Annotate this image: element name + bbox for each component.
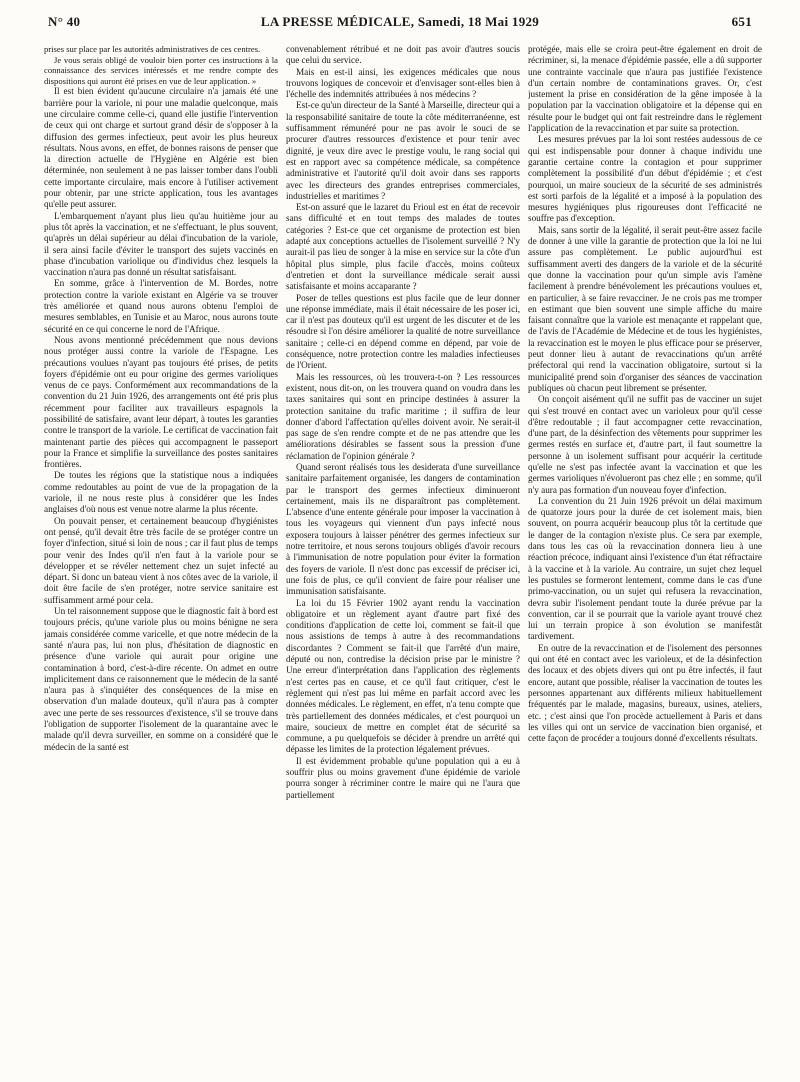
paragraph: En outre de la revaccination et de l'isolement des personnes qui ont été en contact avec les varioleux, et de la désinfection des locaux et des objets divers qui ont pu être infectés, il faut encore, autant que possible, réaliser la vaccination de toutes les personnes appartenant aux différents milieux habituellement fréquentés par le malade, magasins, bureaux, usines, ateliers, etc. ; c'est ainsi que l'on procède actuellement à Paris et dans les villes qui ont un service de vaccination bien organisé, et cette façon de procéder a toujours donné d'excellents résultats. bbox=[528, 642, 762, 744]
issue-number: N° 40 bbox=[48, 14, 81, 29]
paragraph: convenablement rétribué et ne doit pas avoir d'autres soucis que celui du service. bbox=[286, 44, 520, 66]
paragraph: Poser de telles questions est plus facile que de leur donner une réponse immédiate, mais il était nécessaire de les poser ici, car il n'est pas douteux qu'il est urgent de les discuter et de les résoudre si l'on désire améliorer la qualité de notre surveillance sanitaire ; celle-ci en dépend comme en dépend, par voie de conséquence, notre protection contre les maladies infectieuses de l'Orient. bbox=[286, 292, 520, 371]
text-columns bbox=[44, 44, 762, 1078]
paragraph: protégée, mais elle se croira peut-être également en droit de récriminer, si, la menace d'épidémie passée, elle a dû supporter une contrainte vaccinale que n'aura pas justifiée l'existence d'un certain nombre de contaminations graves. Or, c'est justement la prise en considération de la gêne imposée à la population par la vaccination obligatoire et la dépense qui en résulte pour le budget qui ont fait restreindre dans le règlement l'application de la revaccination et par suite sa protection. bbox=[528, 44, 762, 134]
paragraph: Mais en est-il ainsi, les exigences médicales que nous trouvons logiques de concevoir et d'envisager sont-elles bien à l'échelle des indemnités attribuées à nos médecins ? bbox=[286, 66, 520, 100]
paragraph: Mais, sans sortir de la légalité, il serait peut-être assez facile de donner à une ville la garantie de protection que la loi ne lui assure pas complètement. Le public aujourd'hui est suffisamment averti des dangers de la variole et de la sécurité que donne la vaccination pour qu'un simple avis l'amène facilement à prendre bénévolement les précautions voulues et, en particulier, à se faire revacciner. Je ne crois pas me tromper en estimant que bien souvent une simple affiche du maire faisant connaître que la variole est menaçante et rappelant que, de l'avis de l'Académie de Médecine et de tous les hygiénistes, la revaccination est le moyen le plus efficace pour se préserver, peut donner lieu à autant de revaccinations qu'un arrêté préfectoral qui rend la vaccination obligatoire, surtout si la municipalité prend soin d'organiser des séances de vaccination publiques où chacun peut librement se présenter. bbox=[528, 224, 762, 393]
paragraph: Il est évidemment probable qu'une population qui a eu à souffrir plus ou moins gravement d'une épidémie de variole pourra songer à récriminer contre le maire qui ne l'aura que partiellement bbox=[286, 755, 520, 800]
paragraph: Un tel raisonnement suppose que le diagnostic fait à bord est toujours précis, qu'une variole plus ou moins bénigne ne sera jamais considérée comme varicelle, et que notre médecin de la santé n'aura pas, lui non plus, d'hésitation de diagnostic en présence d'une variole qui aurait pour origine une contamination à bord, c'est-à-dire récente. On admet en outre implicitement dans ce raisonnement que le médecin de la santé n'aura pas à s'inquiéter des conséquences de la mise en observation d'un malade douteux, qu'il n'aura pas à compter avec une perte de ses ressources d'existence, s'il se trouve dans l'obligation de supporter l'isolement de la quarantaine avec le malade qu'il devra surveiller, en somme on a considéré que le médecin de la santé est bbox=[44, 606, 278, 752]
paragraph: Quand seront réalisés tous les desiderata d'une surveillance sanitaire parfaitement organisée, les dangers de contamination par le transport des germes infectieux diminueront certainement, mais ils ne disparaîtront pas complètement. L'absence d'une entente générale pour imposer la vaccination à tous les voyageurs qui viennent d'un pays infecté nous exposera toujours à laisser pénétrer des germes infectieux sur notre territoire, et nous serons toujours obligés d'avoir recours à l'immunisation de notre population pour éviter la formation des foyers de variole. Il n'est donc pas excessif de préciser ici, une fois de plus, ce qu'il convient de faire pour réaliser une immunisation satisfaisante. bbox=[286, 461, 520, 597]
page-number: 651 bbox=[731, 14, 752, 29]
paragraph: Nous avons mentionné précédemment que nous devions nous protéger aussi contre la variole de l'Espagne. Les précautions voulues n'ayant pas toujours été prises, de petits foyers d'épidémie ont eu pour origine des germes varioliques venus de ce pays. Conformément aux recommandations de la convention du 21 Juin 1926, des arrangements ont été pris plus récemment pour faciliter aux travailleurs espagnols la possibilité de satisfaire, avant leur départ, à toutes les garanties contre le transport de la variole. Le certificat de vaccination fait maintenant partie des pièces qui accompagnent le passeport pour la France et simplifie la surveillance des postes sanitaires frontières. bbox=[44, 334, 278, 470]
paragraph: On conçoit aisément qu'il ne suffit pas de vacciner un sujet qui s'est trouvé en contact avec un varioleux pour qu'il cesse d'être redoutable ; il faut accompagner cette revaccination, d'une part, de la désinfection des vêtements pour supprimer les germes restés en surface et, d'autre part, il faut soumettre la personne à un isolement suffisant pour acquérir la certitude qu'elle ne s'est pas infectée avant la vaccination et que les germes varioliques n'évolueront pas chez elle ; en somme, qu'il n'y aura pas formation d'un nouveau foyer d'infection. bbox=[528, 394, 762, 495]
paragraph: La convention du 21 Juin 1926 prévoit un délai maximum de quatorze jours pour la durée de cet isolement mais, bien souvent, on pourra acquérir beaucoup plus tôt la certitude que le danger de la contagion n'existe plus. Ce sera par exemple, dans tous les cas où la revaccination donnera lieu à une réaction précoce, indiquant ainsi l'existence d'un état réfractaire à la vaccine et à la variole. Au contraire, un sujet chez lequel les pustules se formeront lentement, comme dans le cas d'une primo-vaccination, ou un sujet qui refusera la revaccination, devra subir l'isolement pendant toute la durée prévue par la convention, car il se pourrait que la variole ayant trouvé chez lui un terrain propice à son évolution se manifestât tardivement. bbox=[528, 495, 762, 642]
paragraph: On pouvait penser, et certainement beaucoup d'hygiénistes ont pensé, qu'il devait être très facile de se protéger contre un foyer d'infection, situé si loin de nous ; car il faut plus de temps pour venir des Indes qu'il n'en faut à la variole pour se développer et se révéler nettement chez un sujet infecté au départ. Si donc un bateau vient à nos côtes avec de la variole, il doit être facile de s'en protéger, notre service sanitaire est suffisamment armé pour cela. bbox=[44, 515, 278, 605]
paragraph: De toutes les régions que la statistique nous a indiquées comme redoutables au point de vue de la propagation de la variole, il ne nous reste plus à considérer que les Indes anglaises d'où nous est venue notre alarme la plus récente. bbox=[44, 470, 278, 515]
paragraph: Est-ce qu'un directeur de la Santé à Marseille, directeur qui a la responsabilité sanitaire de toute la côte méditerranéenne, est suffisamment rémunéré pour ne pas avoir le souci de se procurer d'autres ressources d'existence et pour tenir avec dignité, je veux dire avec le prestige voulu, le rang social qui est en rapport avec sa compétence médicale, sa compétence administrative et l'autorité qu'il doit avoir dans ses rapports avec les directeurs des grandes entreprises commerciales, industrielles et maritimes ? bbox=[286, 100, 520, 201]
column-right bbox=[528, 44, 762, 1078]
paragraph: En somme, grâce à l'intervention de M. Bordes, notre protection contre la variole existant en Algérie va se trouver très améliorée et quand nous aurons obtenu l'emploi de mesures semblables, en Tunisie et au Maroc, nous aurons toute sécurité en ce qui concerne le nord de l'Afrique. bbox=[44, 278, 278, 334]
paragraph: Je vous serais obligé de vouloir bien porter ces instructions à la connaissance des services intéressés et me rendre compte des dispositions qui auront été prises en vue de leur application. » bbox=[44, 54, 278, 86]
paragraph: Est-on assuré que le lazaret du Frioul est en état de recevoir sans difficulté et en tout temps des malades de toutes catégories ? Est-ce que cet organisme de protection est bien adapté aux conceptions actuelles de l'isolement surveillé ? N'y aurait-il pas lieu de songer à la mise en service sur la côte d'un hôpital plus simple, plus facile d'accès, moins coûteux d'entretien et dont la surveillance médicale serait aussi satisfaisante et moins accaparante ? bbox=[286, 202, 520, 292]
paragraph: Mais les ressources, où les trouvera-t-on ? Les ressources existent, nous dit-on, on les trouvera quand on voudra dans les taxes sanitaires qui sont en principe destinées à assurer la protection sanitaine du trafic maritime ; il suffira de leur donner d'abord l'affectation qu'elles doivent avoir. Ne serait-il pas sage de s'en rendre compte et de ne pas attendre que les améliorations désirables se fassent sous la pression d'une réclamation de l'opinion générale ? bbox=[286, 371, 520, 461]
paragraph: Il est bien évident qu'aucune circulaire n'a jamais été une barrière pour la variole, ni pour une maladie quelconque, mais une circulaire comme celle-ci, quand elle justifie l'intervention de ceux qui ont charge et surtout grand désir de s'opposer à la diffusion des germes infectieux, peut avoir les plus heureux résultats. Nous avons, en effet, de bonnes raisons de penser que la direction actuelle de l'Hygiène en Algérie est bien déterminée, non seulement à ne pas laisser tomber dans l'oubli cette importante circulaire, mais encore à l'utiliser activement pour obtenir, par une stricte application, tous les avantages qu'elle peut assurer. bbox=[44, 86, 278, 210]
journal-title: LA PRESSE MÉDICALE, Samedi, 18 Mai 1929 bbox=[260, 14, 540, 29]
paragraph: Les mesures prévues par la loi sont restées audessous de ce qui est indispensable pour donner à chaque individu une garantie certaine contre la contagion et pour supprimer complètement la possibilité d'un début d'épidémie ; et c'est pourquoi, un maire soucieux de la sécurité de ses administrés est sorti parfois de la légalité et a imposé à la population des mesures hygiéniques plus rigoureuses dont l'efficacité ne souffre pas d'exception. bbox=[528, 134, 762, 224]
page-header bbox=[40, 0, 760, 48]
column-left bbox=[44, 44, 278, 1078]
paragraph: prises sur place par les autorités administratives de ces centres. bbox=[44, 44, 261, 54]
paragraph: L'embarquement n'ayant plus lieu qu'au huitième jour au plus tôt après la vaccination, et ne s'effectuant, le plus souvent, qu'après un délai supérieur au délai d'incubation de la variole, il sera ainsi facile d'éviter le transport des sujets vaccinés en phase d'incubation variolique ou d'individus chez lesquels la vaccination n'aura pas donné un résultat satisfaisant. bbox=[44, 210, 278, 278]
column-middle bbox=[286, 44, 520, 1078]
paragraph: La loi du 15 Février 1902 ayant rendu la vaccination obligatoire et un règlement ayant d'autre part fixé des conditions d'application de cette loi, comment se fait-il que nous assistions de temps à autre à des recommandations discordantes ? Comment se fait-il que l'arrêté d'un maire, député ou non, contredise la décision prise par le ministre ? Une erreur d'interprétation dans l'application des règlements n'est certes pas en cause, et ce qu'il faut critiquer, c'est le règlement qui n'est pas lui même en parfait accord avec les données médicales. Le règlement, en effet, n'a tenu compte que très partiellement des données médicales, et c'est pourquoi un maire, soucieux de mettre en complet état de sécurité sa commune, a pu quelquefois se décider à prendre un arrêté qui dépasse les limites de la protection légalement prévues. bbox=[286, 597, 520, 755]
